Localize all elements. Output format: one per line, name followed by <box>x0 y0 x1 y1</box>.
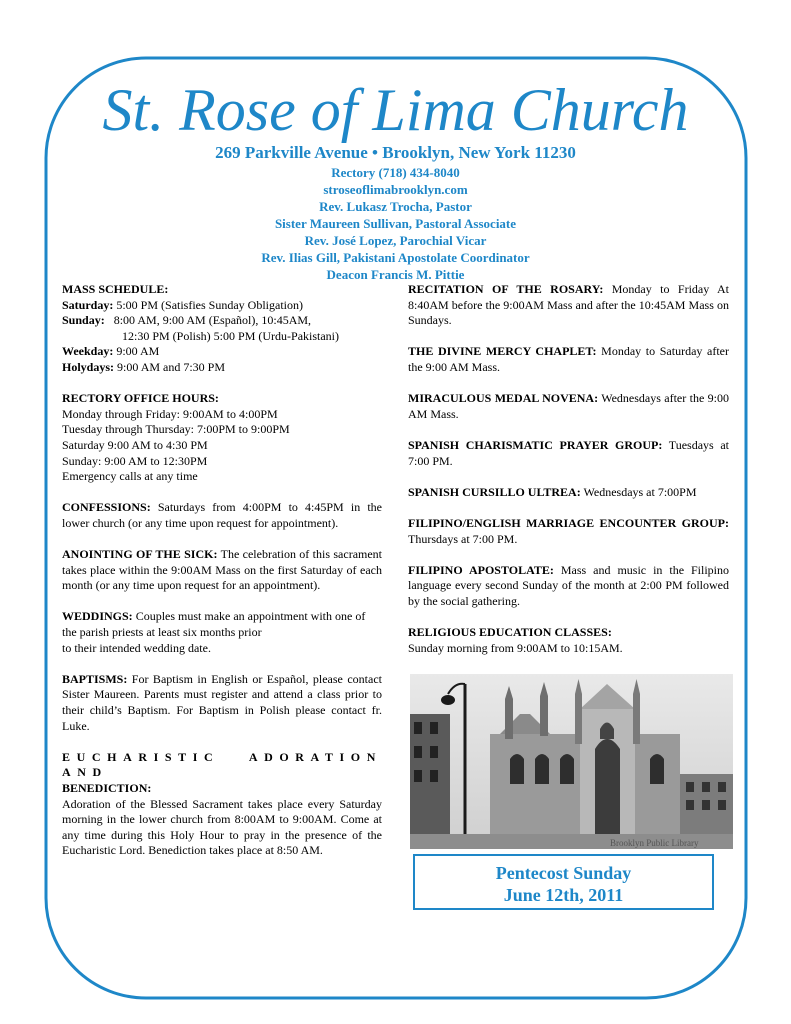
adoration-text: Adoration of the Blessed Sacrament takes place every Saturday morning in the lower church from 8:00AM to 9:00AM. Come at any time during this Holy Hour to pray in the presence of the Eucharistic Lord. Benediction takes place at 8:50 AM. <box>62 796 382 858</box>
weddings-text-2: to their intended wedding date. <box>62 640 211 655</box>
confessions-text: Saturdays from 4:00PM to 4:45PM in the lower church (or any time upon request for appointment). <box>62 500 382 530</box>
marriage-encounter <box>408 516 729 547</box>
rectory-line: Tuesday through Thursday: 7:00PM to 9:00PM <box>62 422 290 437</box>
weddings <box>62 609 382 656</box>
charismatic-text: Tuesdays at 7:00 PM. <box>408 437 730 468</box>
rectory-heading: RECTORY OFFICE HOURS: <box>62 391 219 406</box>
marriage-text: Thursdays at 7:00 PM. <box>408 531 518 546</box>
filipino-text: Mass and music in the Filipino language every second Sunday of the month at 2:00 PM followed by the social gathering. <box>408 562 729 608</box>
rectory-hours <box>62 391 382 485</box>
mercy-text: Monday to Saturday after the 9:00 AM Mass. <box>408 344 729 374</box>
website-link[interactable]: stroseoflimabrooklyn.com <box>323 182 468 197</box>
rectory-line: Emergency calls at any time <box>62 469 198 484</box>
cursillo-label: SPANISH CURSILLO ULTREA: <box>408 484 581 499</box>
saturday-label: Saturday: <box>62 297 114 312</box>
mass-heading: MASS SCHEDULE: <box>62 282 169 296</box>
left-column <box>62 282 382 875</box>
rosary-text: Monday to Friday At 8:40AM before the 9:00AM Mass and after the 10:45AM Mass on Sundays. <box>408 282 730 328</box>
mercy-label: THE DIVINE MERCY CHAPLET: <box>408 344 597 359</box>
religious-label: RELIGIOUS EDUCATION CLASSES: <box>408 625 612 640</box>
sunday-label: Sunday: <box>62 313 105 328</box>
sunday-text-2: 12:30 PM (Polish) 5:00 PM (Urdu-Pakistani) <box>122 328 340 343</box>
notice-line-2: June 12th, 2011 <box>503 885 624 905</box>
holydays-label: Holydays: <box>62 359 115 374</box>
marriage-label: FILIPINO/ENGLISH MARRIAGE ENCOUNTER GROUP: <box>408 515 729 530</box>
weddings-text: Couples must make an appointment with one of the parish priests at least six months prior <box>62 609 366 640</box>
church-photo-image <box>410 674 733 849</box>
saturday-text: 5:00 PM (Satisfies Sunday Obligation) <box>113 297 304 312</box>
mass-schedule <box>62 282 382 376</box>
anointing-text: The celebration of this sacrament takes place within the 9:00AM Mass on the first Saturday of each month (or any time upon request for an appointment). <box>62 547 383 593</box>
sunday-text: 8:00 AM, 9:00 AM (Español), 10:45AM, <box>104 313 312 328</box>
notice-line-1: Pentecost Sunday <box>495 863 632 883</box>
weekday-label: Weekday: <box>62 344 114 359</box>
adoration <box>62 750 382 859</box>
parochial-vicar: Rev. José Lopez, Parochial Vicar <box>304 233 487 248</box>
anointing-label: ANOINTING OF THE SICK: <box>62 547 218 562</box>
charismatic-label: SPANISH CHARISMATIC PRAYER GROUP: <box>408 437 663 452</box>
rectory-line: Saturday 9:00 AM to 4:30 PM <box>62 437 208 452</box>
adoration-label-2: BENEDICTION: <box>62 781 152 795</box>
holydays-text: 9:00 AM and 7:30 PM <box>114 359 226 374</box>
charismatic-group <box>408 438 729 469</box>
filipino-apostolate <box>408 563 729 610</box>
divine-mercy <box>408 344 729 375</box>
rosary <box>408 282 729 329</box>
medal-label: MIRACULOUS MEDAL NOVENA: <box>408 391 599 406</box>
pakistani-coordinator: Rev. Ilias Gill, Pakistani Apostolate Coordinator <box>261 250 530 265</box>
anointing <box>62 547 382 594</box>
cursillo <box>408 485 729 501</box>
baptisms-label: BAPTISMS: <box>62 671 128 686</box>
religious-education <box>408 625 729 656</box>
rosary-label: RECITATION OF THE ROSARY: <box>408 282 604 296</box>
rectory-phone: Rectory (718) 434-8040 <box>331 165 460 180</box>
photo-caption: Brooklyn Public Library <box>610 838 699 848</box>
adoration-label: EUCHARISTIC ADORATION AND <box>62 749 382 780</box>
confessions-label: CONFESSIONS: <box>62 500 151 515</box>
cursillo-text: Wednesdays at 7:00PM <box>580 484 697 499</box>
deacon: Deacon Francis M. Pittie <box>326 267 465 282</box>
filipino-label: FILIPINO APOSTOLATE: <box>408 562 554 577</box>
religious-text: Sunday morning from 9:00AM to 10:15AM. <box>408 640 623 655</box>
pastoral-associate: Sister Maureen Sullivan, Pastoral Associate <box>274 216 517 231</box>
weekday-text: 9:00 AM <box>113 344 160 359</box>
baptisms-text: For Baptism in English or Español, please contact Sister Maureen. Parents must register and attend a class prior to their child’s Baptism. For Baptism in Polish please contact fr. Luke. <box>62 671 382 733</box>
medal-novena <box>408 391 729 422</box>
medal-text: Wednesdays after the 9:00 AM Mass. <box>408 391 729 421</box>
header-info <box>0 142 791 283</box>
pastor: Rev. Lukasz Trocha, Pastor <box>319 199 472 214</box>
right-column <box>408 282 729 672</box>
church-title: St. Rose of Lima Church <box>102 77 689 143</box>
church-photo <box>410 674 733 849</box>
rectory-line: Monday through Friday: 9:00AM to 4:00PM <box>62 406 278 421</box>
weddings-label: WEDDINGS: <box>62 609 133 624</box>
baptisms <box>62 672 382 734</box>
pentecost-notice <box>413 854 714 910</box>
address: 269 Parkville Avenue • Brooklyn, New York 11230 <box>215 143 576 162</box>
rectory-line: Sunday: 9:00 AM to 12:30PM <box>62 453 208 468</box>
confessions <box>62 500 382 531</box>
